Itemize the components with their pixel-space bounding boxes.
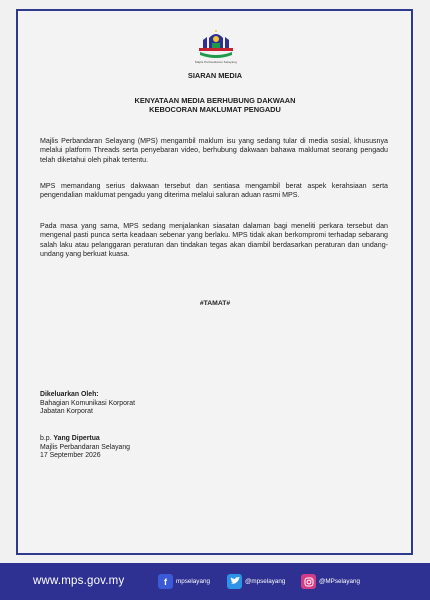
facebook-text: mpselayang xyxy=(176,578,210,585)
twitter-text: @mpselayang xyxy=(245,578,286,585)
signatory-title: Yang Dipertua xyxy=(53,435,100,442)
title-line-1: KENYATAAN MEDIA BERHUBUNG DAKWAAN xyxy=(134,96,296,105)
signatory-title-line xyxy=(40,435,130,444)
issued-by-label: Dikeluarkan Oleh: xyxy=(40,391,99,398)
signatory-prefix: b.p. xyxy=(40,435,52,442)
facebook-icon: f xyxy=(158,574,173,589)
issued-by-block xyxy=(40,391,135,417)
media-label: SIARAN MEDIA xyxy=(187,71,243,80)
instagram-text: @MPselayang xyxy=(319,578,361,585)
mps-logo-icon xyxy=(197,28,235,64)
twitter-handle[interactable] xyxy=(227,574,285,589)
instagram-handle[interactable] xyxy=(301,574,360,589)
end-mark: #TAMAT# xyxy=(199,300,231,307)
twitter-icon xyxy=(227,574,242,589)
signatory-date: 17 September 2026 xyxy=(40,452,101,460)
footer-bar xyxy=(0,563,430,600)
title-line-2: KEBOCORAN MAKLUMAT PENGADU xyxy=(149,105,281,114)
paragraph-2: MPS memandang serius dakwaan tersebut dan sentiasa mengambil berat aspek kerahsiaan serta pengendalian maklumat pengadu yang diterima melalui saluran aduan rasmi MPS. xyxy=(40,182,388,200)
paragraph-3: Pada masa yang sama, MPS sedang menjalankan siasatan dalaman bagi meneliti perkara tersebut dan mengenal pasti punca serta keadaan sebenar yang berlaku. MPS tidak akan berkompromi terhadap sebarang salah laku atau pelanggaran peraturan dan tindakan tegas akan diambil berdasarkan peraturan dan undang-undang yang berkuat kuasa. xyxy=(40,222,388,259)
issued-by-dept: Bahagian Komunikasi Korporat xyxy=(40,399,135,407)
instagram-icon xyxy=(301,574,316,589)
document-frame xyxy=(16,9,413,555)
website-link[interactable]: www.mps.gov.my xyxy=(33,575,125,587)
facebook-handle[interactable] xyxy=(158,574,210,589)
signatory-org: Majlis Perbandaran Selayang xyxy=(40,443,131,451)
logo-caption: Majlis Perbandaran Selayang xyxy=(195,60,237,64)
signatory-block xyxy=(40,435,130,461)
paragraph-1: Majlis Perbandaran Selayang (MPS) mengambil maklum isu yang sedang tular di media sosial, khususnya melalui platform Threads serta penyebaran video, berhubung dakwaan bahawa maklumat seorang pengadu telah diketahui oleh pihak tertentu. xyxy=(40,137,388,164)
issued-by-unit: Jabatan Korporat xyxy=(40,408,93,416)
